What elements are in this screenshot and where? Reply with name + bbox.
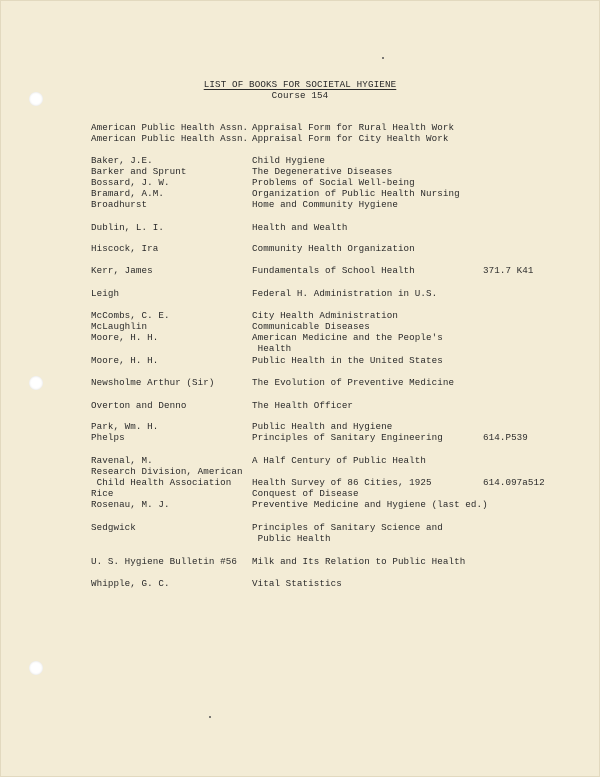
entry-author: Moore, H. H.: [91, 332, 159, 343]
entry-call-number: 614.097a512: [483, 477, 545, 488]
course-label: Course 154: [271, 90, 329, 101]
entry-call-number: 614.P539: [483, 432, 528, 443]
entry-title: A Half Century of Public Health: [252, 455, 427, 466]
entry-title: Public Health and Hygiene: [252, 421, 393, 432]
document-title: LIST OF BOOKS FOR SOCIETAL HYGIENE: [203, 79, 397, 90]
punch-hole-bottom: [29, 661, 43, 675]
punch-hole-middle: [29, 376, 43, 390]
entry-author: Phelps: [91, 432, 125, 443]
entry-title: Community Health Organization: [252, 243, 415, 254]
entry-author: Bramard, A.M.: [91, 188, 164, 199]
entry-title: Principles of Sanitary Engineering: [252, 432, 443, 443]
entry-title: Public Health in the United States: [252, 355, 443, 366]
entry-author: Moore, H. H.: [91, 355, 159, 366]
entry-author: Rice: [91, 488, 114, 499]
entry-author: Dublin, L. I.: [91, 222, 164, 233]
entry-author: Barker and Sprunt: [91, 166, 187, 177]
entry-author: Leigh: [91, 288, 120, 299]
entry-title: Principles of Sanitary Science and Public Health: [252, 522, 443, 545]
entry-author: Newsholme Arthur (Sir): [91, 377, 215, 388]
entry-author: Overton and Denno: [91, 400, 187, 411]
entry-author: Whipple, G. C.: [91, 578, 170, 589]
entry-title: Appraisal Form for Rural Health Work: [252, 122, 455, 133]
entry-call-number: 371.7 K41: [483, 265, 534, 276]
entry-title: The Evolution of Preventive Medicine: [252, 377, 455, 388]
entry-author: McLaughlin: [91, 321, 148, 332]
entry-author: McCombs, C. E.: [91, 310, 170, 321]
entry-title: Vital Statistics: [252, 578, 342, 589]
entry-title: Conquest of Disease: [252, 488, 359, 499]
entry-author: Bossard, J. W.: [91, 177, 170, 188]
entry-title: The Degenerative Diseases: [252, 166, 393, 177]
entry-author: Hiscock, Ira: [91, 243, 159, 254]
entry-title: Child Hygiene: [252, 155, 325, 166]
paper-speck: [209, 716, 211, 718]
entry-title: Federal H. Administration in U.S.: [252, 288, 438, 299]
entry-title: Home and Community Hygiene: [252, 199, 398, 210]
entry-author: Sedgwick: [91, 522, 136, 533]
entry-author: Park, Wm. H.: [91, 421, 159, 432]
entry-title: American Medicine and the People's Health: [252, 332, 443, 355]
entry-title: City Health Administration: [252, 310, 398, 321]
entry-author: Broadhurst: [91, 199, 148, 210]
entry-author: Kerr, James: [91, 265, 153, 276]
entry-title: Milk and Its Relation to Public Health: [252, 556, 466, 567]
entry-title: Preventive Medicine and Hygiene (last ed.): [252, 499, 488, 510]
entry-title: Appraisal Form for City Health Work: [252, 133, 449, 144]
entry-author: Rosenau, M. J.: [91, 499, 170, 510]
entry-title: Problems of Social Well-being: [252, 177, 415, 188]
entry-author: American Public Health Assn.: [91, 122, 249, 133]
entry-author: U. S. Hygiene Bulletin #56: [91, 556, 237, 567]
entry-title: Communicable Diseases: [252, 321, 370, 332]
entry-title: Fundamentals of School Health: [252, 265, 415, 276]
entry-author: American Public Health Assn.: [91, 133, 249, 144]
entry-title: Organization of Public Health Nursing: [252, 188, 460, 199]
entry-author: Research Division, American Child Health Association: [91, 466, 243, 489]
entry-title: Health and Wealth: [252, 222, 348, 233]
entry-author: Baker, J.E.: [91, 155, 153, 166]
entry-author: Ravenal, M.: [91, 455, 153, 466]
entry-title: The Health Officer: [252, 400, 354, 411]
paper-speck: [382, 57, 384, 59]
entry-title: Health Survey of 86 Cities, 1925: [252, 477, 432, 488]
